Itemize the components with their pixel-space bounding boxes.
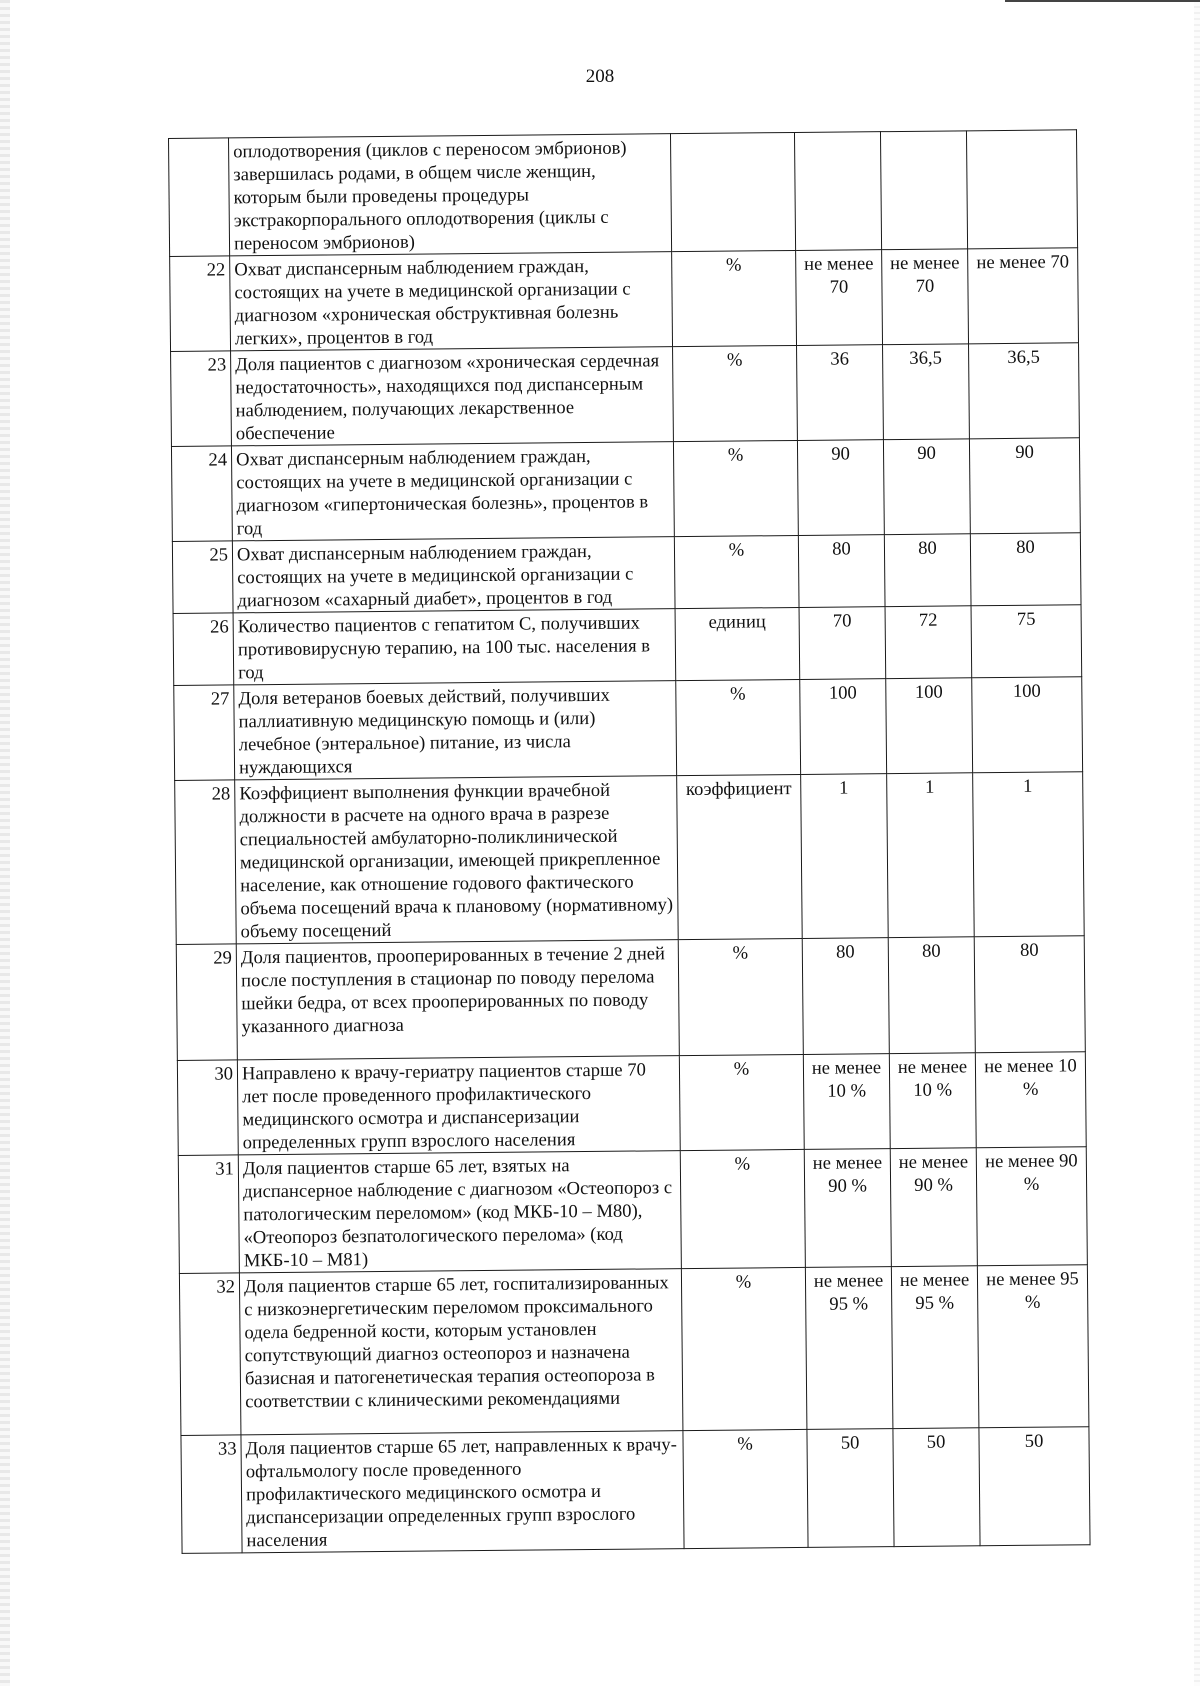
table-row — [178, 1147, 1087, 1274]
unit-cell: % — [676, 679, 801, 775]
value-year-3: 75 — [971, 605, 1082, 678]
page-number: 208 — [585, 66, 615, 87]
indicator-text: Охват диспансерным наблюдением граждан, состоящих на учете в медицинской организации с диагнозом «гипертоническая болезнь», процентов в год — [231, 442, 674, 541]
value-year-1: не менее 10 % — [803, 1054, 890, 1150]
indicator-text: Доля пациентов с диагнозом «хроническая сердечная недостаточность», находящихся под диспансерным наблюдением, получающих лекарственное обеспечение — [231, 347, 674, 446]
table-row — [174, 677, 1083, 781]
value-year-2: 80 — [884, 534, 971, 607]
row-number: 22 — [170, 256, 231, 352]
value-year-2: не менее 70 — [882, 249, 969, 345]
indicator-text: Направлено к врачу-гериатру пациентов старше 70 лет после проведенного профилактического медицинского осмотра и диспансеризации определенных групп взрослого населения — [237, 1056, 680, 1155]
table-row — [169, 130, 1078, 257]
value-year-3: не менее 95 % — [977, 1265, 1089, 1428]
unit-cell: % — [672, 250, 797, 346]
row-number: 23 — [171, 351, 232, 447]
scan-edge-left — [0, 0, 10, 1686]
indicator-text: Доля ветеранов боевых действий, получивших паллиативную медицинскую помощь и (или) лечебное (энтеральное) питание, из числа нуждающихся — [234, 681, 677, 780]
row-number: 24 — [171, 446, 232, 542]
indicator-text: Охват диспансерным наблюдением граждан, состоящих на учете в медицинской организации с диагнозом «сахарный диабет», процентов в год — [232, 537, 675, 613]
table-row — [170, 248, 1079, 352]
table-row — [176, 936, 1085, 1061]
value-year-2: не менее 10 % — [889, 1053, 976, 1149]
value-year-3: не менее 70 — [968, 248, 1079, 344]
indicator-text: Охват диспансерным наблюдением граждан, состоящих на учете в медицинской организации с диагнозом «хроническая обструктивная болезнь легких», процентов в год — [230, 252, 673, 351]
value-year-1 — [794, 132, 881, 251]
table-row — [173, 605, 1082, 686]
row-number: 25 — [172, 541, 233, 614]
table-row — [171, 438, 1080, 542]
table-row — [175, 772, 1085, 945]
row-number: 26 — [173, 613, 234, 686]
row-number: 30 — [177, 1060, 238, 1156]
value-year-1: не менее 95 % — [805, 1267, 893, 1430]
value-year-3: 80 — [970, 533, 1081, 606]
value-year-2: 1 — [887, 773, 975, 938]
value-year-2: 50 — [893, 1428, 980, 1547]
value-year-1: 80 — [798, 535, 885, 608]
unit-cell: % — [673, 345, 798, 441]
value-year-2: 72 — [885, 606, 972, 679]
value-year-1: 70 — [799, 607, 886, 680]
table-row — [171, 343, 1080, 447]
value-year-1: не менее 70 — [796, 250, 883, 346]
value-year-1: 90 — [797, 440, 884, 536]
value-year-3: 1 — [973, 772, 1085, 937]
unit-cell: % — [674, 535, 799, 608]
scan-edge-right — [1194, 0, 1200, 1686]
unit-cell: % — [673, 440, 798, 536]
value-year-3: не менее 90 % — [976, 1147, 1087, 1266]
value-year-3: не менее 10 % — [975, 1052, 1086, 1148]
value-year-3: 80 — [974, 936, 1085, 1053]
indicator-text: Доля пациентов старше 65 лет, взятых на диспансерное наблюдение с диагнозом «Остеопороз с патологическим переломом» (код МКБ-10 – М80), «Отеопороз безпатологического перелома» (код МКБ-10 – М81) — [238, 1151, 681, 1273]
row-number: 32 — [179, 1273, 241, 1436]
indicator-table — [168, 129, 1091, 1554]
value-year-3: 90 — [969, 438, 1080, 534]
table-row — [179, 1265, 1089, 1436]
indicator-text: Количество пациентов с гепатитом С, получивших противовирусную терапию, на 100 тыс. населения в год — [233, 609, 676, 685]
value-year-1: 80 — [802, 938, 889, 1055]
value-year-1: 100 — [800, 679, 887, 775]
table-row — [177, 1052, 1086, 1156]
value-year-1: 50 — [807, 1429, 894, 1548]
unit-cell: % — [681, 1267, 807, 1430]
indicator-text: Коэффициент выполнения функции врачебной должности в расчете на одного врача в разрезе специальностей амбулаторно-поликлинической медицинской организации, имеющей прикрепленное население, как отношение годового фактического объема посещений врача к плановому (нормативному) объему посещений — [235, 776, 679, 944]
row-number — [169, 138, 230, 257]
value-year-3: 36,5 — [969, 343, 1080, 439]
table-row — [181, 1427, 1090, 1554]
unit-cell: % — [680, 1149, 805, 1268]
value-year-2: 100 — [886, 678, 973, 774]
indicator-text: Доля пациентов старше 65 лет, направленных к врачу-офтальмологу после проведенного профилактического медицинского осмотра и диспансеризации определенных групп взрослого населения — [241, 1431, 684, 1553]
unit-cell: % — [678, 938, 803, 1055]
indicator-text: Доля пациентов старше 65 лет, госпитализированных с низкоэнергетическим переломом проксимального одела бедренной кости, которым установлен сопутствующий диагноз остеопороз и назначена базисная и патогенетическая терапия остеопороза в соответствии с клиническими рекомендациями — [239, 1269, 683, 1435]
table-row — [172, 533, 1081, 614]
row-number: 27 — [174, 685, 235, 781]
unit-cell: единиц — [675, 607, 800, 680]
value-year-3: 100 — [972, 677, 1083, 773]
scan-line-top — [1005, 0, 1200, 2]
indicator-text: оплодотворения (циклов с переносом эмбрионов) завершилась родами, в общем числе женщин, которым были проведены процедуры экстракорпорального оплодотворения (циклы с переносом эмбрионов) — [229, 134, 672, 256]
value-year-2: 80 — [888, 937, 975, 1054]
value-year-3 — [966, 130, 1077, 249]
indicator-text: Доля пациентов, прооперированных в течение 2 дней после поступления в стационар по поводу перелома шейки бедра, от всех прооперированных по поводу указанного диагноза — [236, 940, 679, 1060]
value-year-1: не менее 90 % — [804, 1149, 891, 1268]
row-number: 29 — [176, 944, 237, 1061]
unit-cell: % — [679, 1054, 804, 1150]
row-number: 28 — [175, 780, 237, 945]
value-year-3: 50 — [979, 1427, 1090, 1546]
unit-cell: % — [683, 1429, 808, 1548]
unit-cell: коэффициент — [677, 774, 803, 939]
value-year-1: 36 — [797, 345, 884, 441]
value-year-2: 90 — [883, 439, 970, 535]
unit-cell — [670, 132, 795, 251]
value-year-2: не менее 90 % — [890, 1148, 977, 1267]
value-year-2: не менее 95 % — [891, 1266, 979, 1429]
row-number: 31 — [178, 1155, 239, 1274]
value-year-2 — [880, 131, 967, 250]
row-number: 33 — [181, 1435, 242, 1554]
value-year-2: 36,5 — [883, 344, 970, 440]
value-year-1: 1 — [801, 774, 889, 939]
